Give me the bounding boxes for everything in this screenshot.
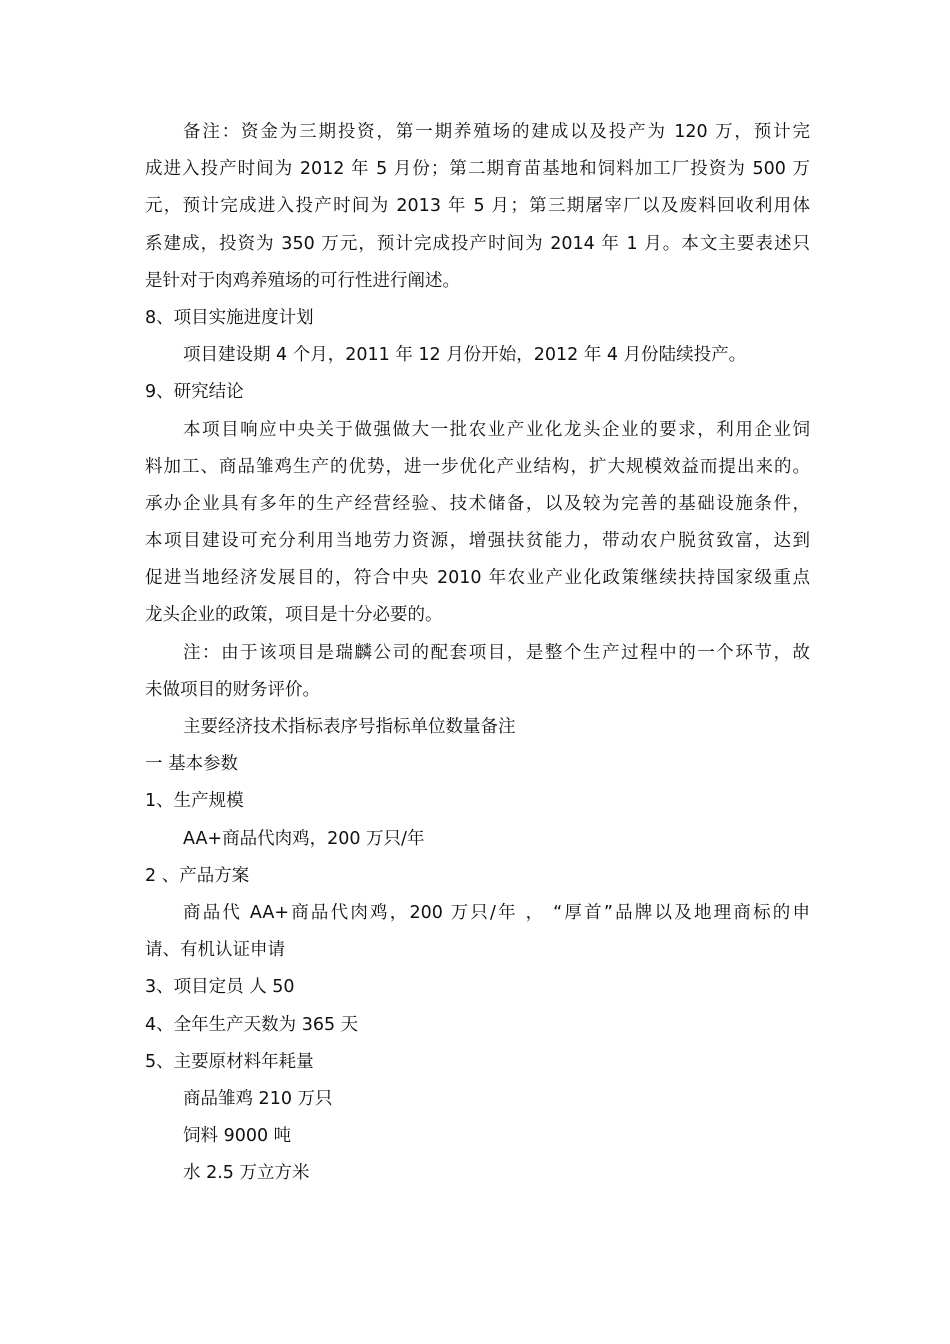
text-line: 是针对于肉鸡养殖场的可行性进行阐述。 [145,270,460,291]
table-title: 主要经济技术指标表序号指标单位数量备注 [183,717,516,737]
conclusion-paragraph [145,412,810,635]
item-3: 3、项目定员 人 50 [145,977,295,998]
section-8-heading: 8、项目实施进度计划 [145,307,314,328]
text-line: 备注：资金为三期投资，第一期养殖场的建成以及投产为 120 万，预计完 [183,122,810,142]
text-line: 本项目建设可充分利用当地劳力资源，增强扶贫能力，带动农户脱贫致富，达到 [145,531,810,552]
item-1-heading: 1、生产规模 [145,791,244,812]
section-8-body: 项目建设期 4 个月，2011 年 12 月份开始，2012 年 4 月份陆续投产。 [183,345,747,366]
list-item: 饲料 9000 吨 [183,1126,292,1147]
text-line: 系建成，投资为 350 万元，预计完成投产时间为 2014 年 1 月。本文主要表述只 [145,233,810,254]
list-item: 商品雏鸡 210 万只 [183,1088,333,1109]
document-body [145,114,810,1192]
list-item: 水 2.5 万立方米 [183,1163,310,1184]
item-1-value: AA+商品代肉鸡，200 万只/年 [183,828,425,849]
text-line: 促进当地经济发展目的，符合中央 2010 年农业产业化政策继续扶持国家级重点 [145,568,810,589]
item-2-value [145,895,810,969]
text-line: 元，预计完成进入投产时间为 2013 年 5 月；第三期屠宰厂以及废料回收利用体 [145,196,810,217]
materials-list [145,1081,810,1193]
text-line: 注：由于该项目是瑞麟公司的配套项目，是整个生产过程中的一个环节，故 [183,642,810,663]
remark-paragraph [145,114,810,300]
item-5-heading: 5、主要原材料年耗量 [145,1051,314,1072]
item-4: 4、全年生产天数为 365 天 [145,1014,359,1035]
section-9-heading: 9、研究结论 [145,382,244,403]
text-line: 请、有机认证申请 [145,940,285,961]
text-line: 本项目响应中央关于做强做大一批农业产业化龙头企业的要求，利用企业饲 [183,419,810,440]
text-line: 未做项目的财务评价。 [145,679,320,700]
text-line: 承办企业具有多年的生产经营经验、技术储备，以及较为完善的基础设施条件， [145,493,810,514]
text-line: 成进入投产时间为 2012 年 5 月份；第二期育苗基地和饲料加工厂投资为 500 万 [145,159,810,180]
part-1-heading: 一 基本参数 [145,754,239,775]
item-2-heading: 2 、产品方案 [145,865,250,886]
text-line: 商品代 AA+商品代肉鸡，200 万只/年 ， “厚首”品牌以及地理商标的申 [183,902,810,923]
text-line: 料加工、商品雏鸡生产的优势，进一步优化产业结构，扩大规模效益而提出来的。 [145,456,810,477]
text-line: 龙头企业的政策，项目是十分必要的。 [145,605,443,626]
note-paragraph [145,635,810,709]
